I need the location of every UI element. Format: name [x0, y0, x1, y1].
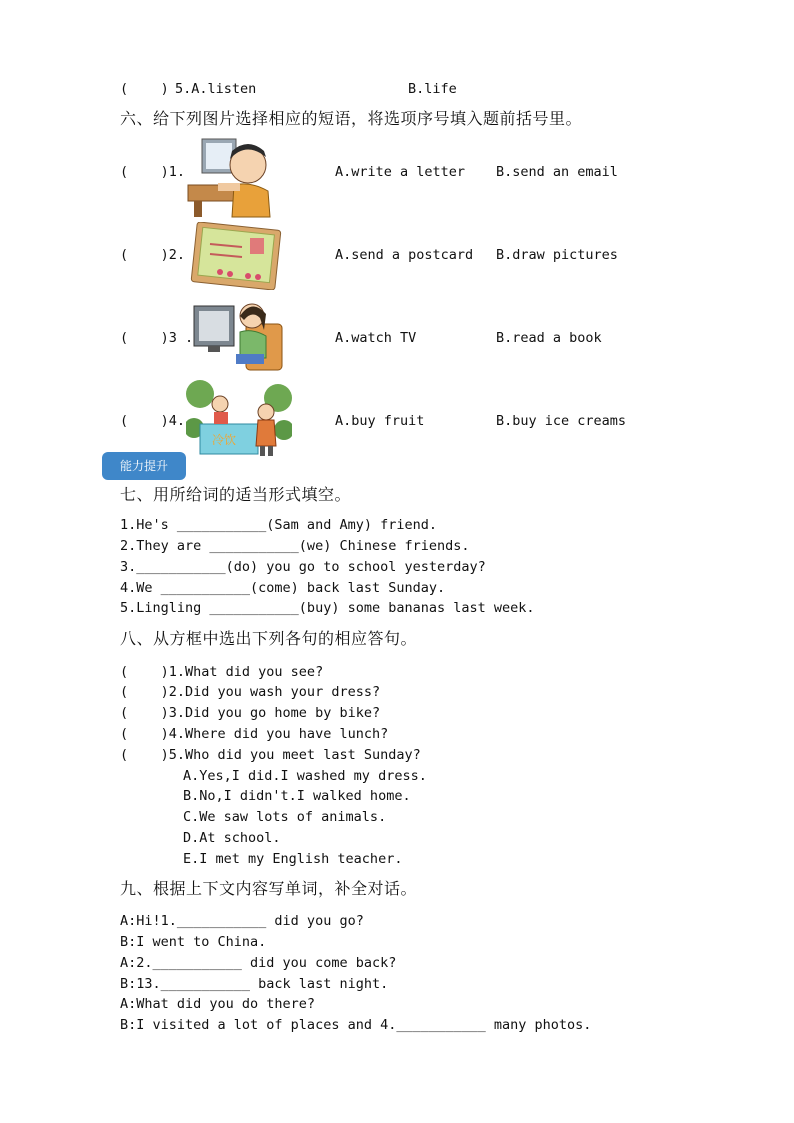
postcard-picture: [190, 222, 282, 290]
s9-line-1: A:Hi!1.___________ did you go?: [120, 913, 364, 929]
s6-item-4-option-a: A.buy fruit: [335, 413, 425, 429]
s8-question-2: ( )2.Did you wash your dress?: [120, 684, 381, 700]
s6-item-4-option-b: B.buy ice creams: [496, 413, 627, 429]
s6-item-4-number: ( )4.: [120, 413, 186, 429]
s6-item-1-option-b: B.send an email: [496, 164, 618, 180]
s7-line-5: 5.Lingling ___________(buy) some bananas last week.: [120, 600, 535, 616]
s6-item-2-number: ( )2.: [120, 247, 186, 263]
section-8-title: 八、从方框中选出下列各句的相应答句。: [120, 629, 418, 648]
item-5-option-a: 5.A.listen: [175, 81, 257, 97]
s8-option-c: C.We saw lots of animals.: [183, 809, 387, 825]
s6-item-2-option-b: B.draw pictures: [496, 247, 618, 263]
s7-line-4: 4.We ___________(come) back last Sunday.: [120, 580, 446, 596]
s6-item-3-option-a: A.watch TV: [335, 330, 417, 346]
s8-option-b: B.No,I didn't.I walked home.: [183, 788, 411, 804]
item-5-option-b: B.life: [408, 81, 457, 97]
s8-option-a: A.Yes,I did.I washed my dress.: [183, 768, 427, 784]
section-7-title: 七、用所给词的适当形式填空。: [120, 485, 352, 504]
s8-question-1: ( )1.What did you see?: [120, 664, 324, 680]
s6-item-3-number: ( )3 .: [120, 330, 194, 346]
svg-text:冷饮: 冷饮: [212, 433, 237, 447]
s8-question-5: ( )5.Who did you meet last Sunday?: [120, 747, 421, 763]
s9-line-3: A:2.___________ did you come back?: [120, 955, 397, 971]
s8-option-e: E.I met my English teacher.: [183, 851, 403, 867]
girl-tv-picture: [192, 300, 286, 372]
s6-item-1-option-a: A.write a letter: [335, 164, 466, 180]
s6-item-1-number: ( )1.: [120, 164, 186, 180]
s9-line-2: B:I went to China.: [120, 934, 267, 950]
ice-cream-stand-picture: [186, 376, 292, 458]
s6-item-3-option-b: B.read a book: [496, 330, 602, 346]
boy-computer-picture: [184, 135, 282, 221]
s7-line-2: 2.They are ___________(we) Chinese friends.: [120, 538, 470, 554]
item-5-paren: ( ): [120, 81, 169, 97]
section-9-title: 九、根据上下文内容写单词，补全对话。: [120, 879, 418, 898]
s6-item-2-option-a: A.send a postcard: [335, 247, 474, 263]
s9-line-4: B:13.___________ back last night.: [120, 976, 389, 992]
s8-question-4: ( )4.Where did you have lunch?: [120, 726, 389, 742]
s9-line-5: A:What did you do there?: [120, 996, 316, 1012]
section-6-title: 六、给下列图片选择相应的短语，将选项序号填入题前括号里。: [120, 109, 583, 128]
s7-line-3: 3.___________(do) you go to school yesterday?: [120, 559, 486, 575]
s8-question-3: ( )3.Did you go home by bike?: [120, 705, 381, 721]
ability-improvement-badge: 能力提升: [102, 452, 186, 480]
s9-line-6: B:I visited a lot of places and 4.___________ many photos.: [120, 1017, 592, 1033]
s8-option-d: D.At school.: [183, 830, 281, 846]
s7-line-1: 1.He's ___________(Sam and Amy) friend.: [120, 517, 437, 533]
